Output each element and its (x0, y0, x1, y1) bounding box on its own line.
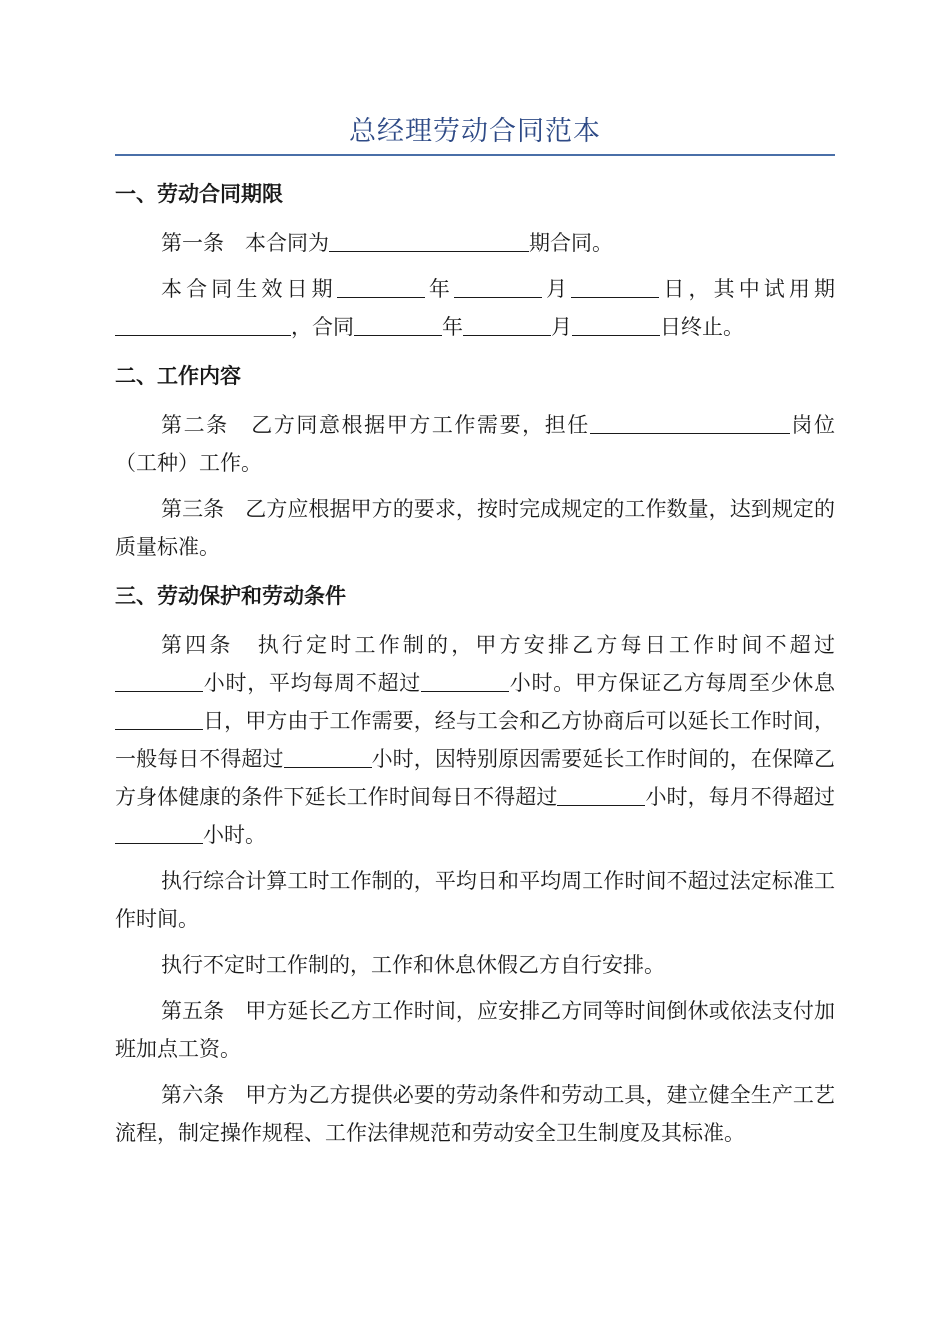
flexible-hours-paragraph: 执行不定时工作制的，工作和休息休假乙方自行安排。 (161, 953, 665, 977)
blank-position[interactable] (590, 413, 790, 434)
effective-date-paragraph: 本合同生效日期 年 月 日，其中试用期，合同 年 月 日终止。 (115, 270, 835, 346)
article-1: 第一条 本合同为 期合同。 (161, 231, 613, 255)
article-5: 第五条 甲方延长乙方工作时间，应安排乙方同等时间倒休或依法支付加班加点工资。 (115, 999, 835, 1061)
blank-overtime-daily[interactable] (284, 747, 372, 768)
title-underline (115, 154, 835, 156)
blank-contract-type[interactable] (329, 231, 529, 252)
blank-probation-period[interactable] (115, 315, 291, 336)
blank-start-day[interactable] (571, 277, 659, 298)
article-2: 第二条 乙方同意根据甲方工作需要，担任 岗位（工种）工作。 (115, 413, 836, 475)
blank-overtime-monthly[interactable] (115, 823, 203, 844)
blank-end-year[interactable] (354, 315, 442, 336)
blank-start-year[interactable] (337, 277, 425, 298)
blank-special-overtime-daily[interactable] (557, 785, 645, 806)
article-3: 第三条 乙方应根据甲方的要求，按时完成规定的工作数量，达到规定的质量标准。 (115, 497, 835, 559)
document-title: 总经理劳动合同范本 (349, 116, 601, 147)
article-6: 第六条 甲方为乙方提供必要的劳动条件和劳动工具，建立健全生产工艺流程，制定操作规程、工作法律规范和劳动安全卫生制度及其标准。 (115, 1083, 835, 1145)
blank-start-month[interactable] (454, 277, 542, 298)
section-heading-labor-protection: 三、劳动保护和劳动条件 (115, 584, 346, 608)
section-heading-work-content: 二、工作内容 (115, 364, 241, 388)
blank-end-day[interactable] (572, 315, 660, 336)
section-heading-term: 一、劳动合同期限 (115, 182, 283, 206)
document-body (115, 172, 835, 1152)
blank-weekly-hours[interactable] (421, 671, 509, 692)
comprehensive-hours-paragraph: 执行综合计算工时工作制的，平均日和平均周工作时间不超过法定标准工作时间。 (115, 869, 835, 931)
article-4: 第四条 执行定时工作制的，甲方安排乙方每日工作时间不超过小时，平均每周不超过 小时。甲方保证乙方每周至少休息日，甲方由于工作需要，经与工会和乙方协商后可以延长工作时间，一般每日不得超过 小时，因特别原因需要延长工作时间的，在保障乙方身体健康的条件下延长工作时间每日不得超过 小时，每月不得超过小时。 (115, 633, 836, 847)
blank-daily-hours[interactable] (115, 671, 203, 692)
blank-rest-days[interactable] (115, 709, 203, 730)
blank-end-month[interactable] (463, 315, 551, 336)
